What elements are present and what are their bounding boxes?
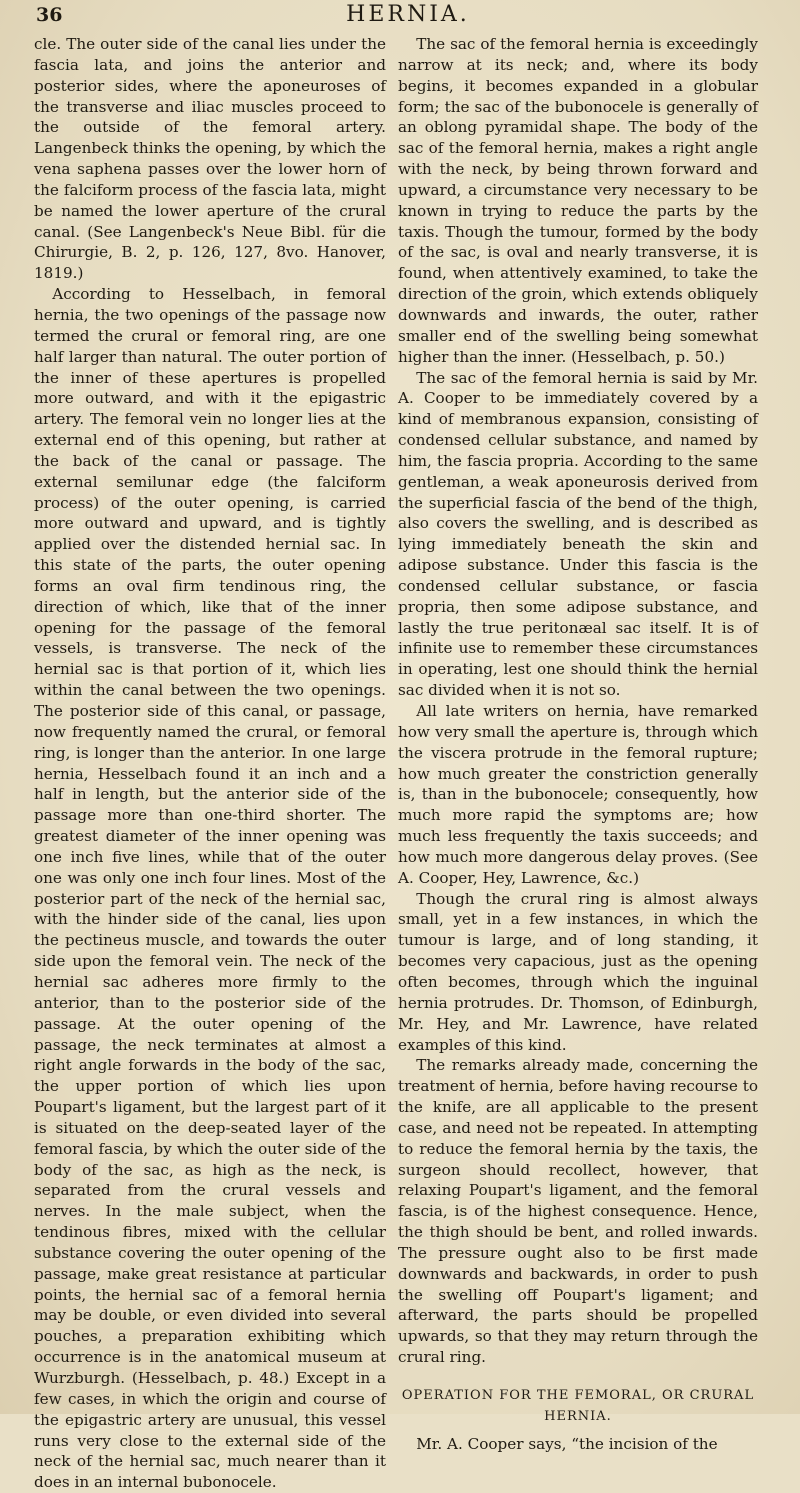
right-column [398,34,758,1455]
left-column [34,34,386,1493]
paragraph: Mr. A. Cooper says, “the incision of the [416,1434,718,1453]
paragraph: The remarks already made, concerning the treatment of hernia, before having recourse to the knife, are all applicable to the present case, and need not be repeated. In attempting to reduce the femoral hernia by the taxis, the surgeon should recollect, however, that relaxing Poupart's ligament, and the femoral fascia, is of the highest consequence. Hence, the thigh should be bent, and rolled inwards. The pressure ought also to be first made downwards and backwards, in order to push the swelling off Poupart's ligament; and afterward, the parts should be propelled upwards, so that they may return through the crural ring. [398,1056,758,1367]
paragraph: The sac of the femoral hernia is said by Mr. A. Cooper to be immediately covered by a kind of membranous expansion, consisting of condensed cellular substance, and named by him, the fascia propria. According to the same gentleman, a weak aponeurosis derived from the superficial fascia of the bend of the thigh, also covers the swelling, and is described as lying immediately beneath the skin and adipose substance. Under this fascia is the condensed cellular substance, or fascia propria, then some adipose substance, and lastly the true peritonæal sac itself. It is of infinite use to remember these circumstances in operating, lest one should think the hernial sac divided when it is not so. [398,368,758,700]
running-title: HERNIA. [346,2,470,27]
section-heading: OPERATION FOR THE FEMORAL, OR CRURAL HERNIA. [401,1388,755,1424]
paragraph: All late writers on hernia, have remarked how very small the aperture is, through which the viscera protrude in the femoral rupture; how much greater the constriction generally is, than in the bubonocele; consequently, how much more rapid the symptoms are; how much less frequently the taxis succeeds; and how much more dangerous delay proves. (See A. Cooper, Hey, Lawrence, &c.) [398,702,758,887]
page-number: 36 [36,4,63,26]
paragraph: Though the crural ring is almost always small, yet in a few instances, in which the tumour is large, and of long standing, it becomes very capacious, just as the opening often becomes, through which the inguinal hernia protrudes. Dr. Thomson, of Edinburgh, Mr. Hey, and Mr. Lawrence, have related examples of this kind. [398,889,758,1054]
paragraph: cle. The outer side of the canal lies under the fascia lata, and joins the anterior and posterior sides, where the aponeuroses of the transverse and iliac muscles proceed to the outside of the femoral artery. Langenbeck thinks the opening, by which the vena saphena passes over the lower horn of the falciform process of the fascia lata, might be named the lower aperture of the crural canal. (See Langenbeck's Neue Bibl. für die Chirurgie, B. 2, p. 126, 127, 8vo. Hanover, 1819.) [34,35,386,283]
page-header [36,2,780,30]
paragraph: According to Hesselbach, in femoral hernia, the two openings of the passage now termed the crural or femoral ring, are one half larger than natural. The outer portion of the inner of these apertures is propelled more outward, and with it the epigastric artery. The femoral vein no longer lies at the external end of this opening, but rather at the back of the canal or passage. The external semilunar edge (the falciform process) of the outer opening, is carried more outward and upward, and is tightly applied over the distended hernial sac. In this state of the parts, the outer opening forms an oval firm tendinous ring, the direction of which, like that of the inner opening for the passage of the femoral vessels, is transverse. The neck of the hernial sac is that portion of it, which lies within the canal between the two openings. The posterior side of this canal, or passage, now frequently named the crural, or femoral ring, is longer than the anterior. In one large hernia, Hesselbach found it an inch and a half in length, but the anterior side of the passage more than one-third shorter. The greatest diameter of the inner opening was one inch five lines, while that of the outer one was only one inch four lines. Most of the posterior part of the neck of the hernial sac, with the hinder side of the canal, lies upon the pectineus muscle, and towards the outer side upon the femoral vein. The neck of the hernial sac adheres more firmly to the anterior, than to the posterior side of the passage. At the outer opening of the passage, the neck terminates at almost a right angle forwards in the body of the sac, the upper portion of which lies upon Poupart's ligament, but the largest part of it is situated on the deep-seated layer of the femoral fascia, by which the outer side of the body of the sac, as high as the neck, is separated from the crural vessels and nerves. In the male subject, when the tendinous fibres, mixed with the cellular substance covering the outer opening of the passage, make great resistance at particular points, the hernial sac of a femoral hernia may be double, or even divided into several pouches, a preparation exhibiting which occurrence is in the anatomical museum at Wurzburgh. (Hesselbach, p. 48.) Except in a few cases, in which the origin and course of the epigastric artery are unusual, this vessel runs very close to the external side of the neck of the hernial sac, much nearer than it does in an internal bubonocele. [34,285,386,1492]
paragraph: The sac of the femoral hernia is exceedingly narrow at its neck; and, where its body begins, it becomes expanded in a globular form; the sac of the bubonocele is generally of an oblong pyramidal shape. The body of the sac of the femoral hernia, makes a right angle with the neck, by being thrown forward and upward, a circumstance very necessary to be known in trying to reduce the parts by the taxis. Though the tumour, formed by the body of the sac, is oval and nearly transverse, it is found, when attentively examined, to take the direction of the groin, which extends obliquely downwards and inwards, the outer, rather smaller end of the swelling being somewhat higher than the inner. (Hesselbach, p. 50.) [398,35,758,366]
